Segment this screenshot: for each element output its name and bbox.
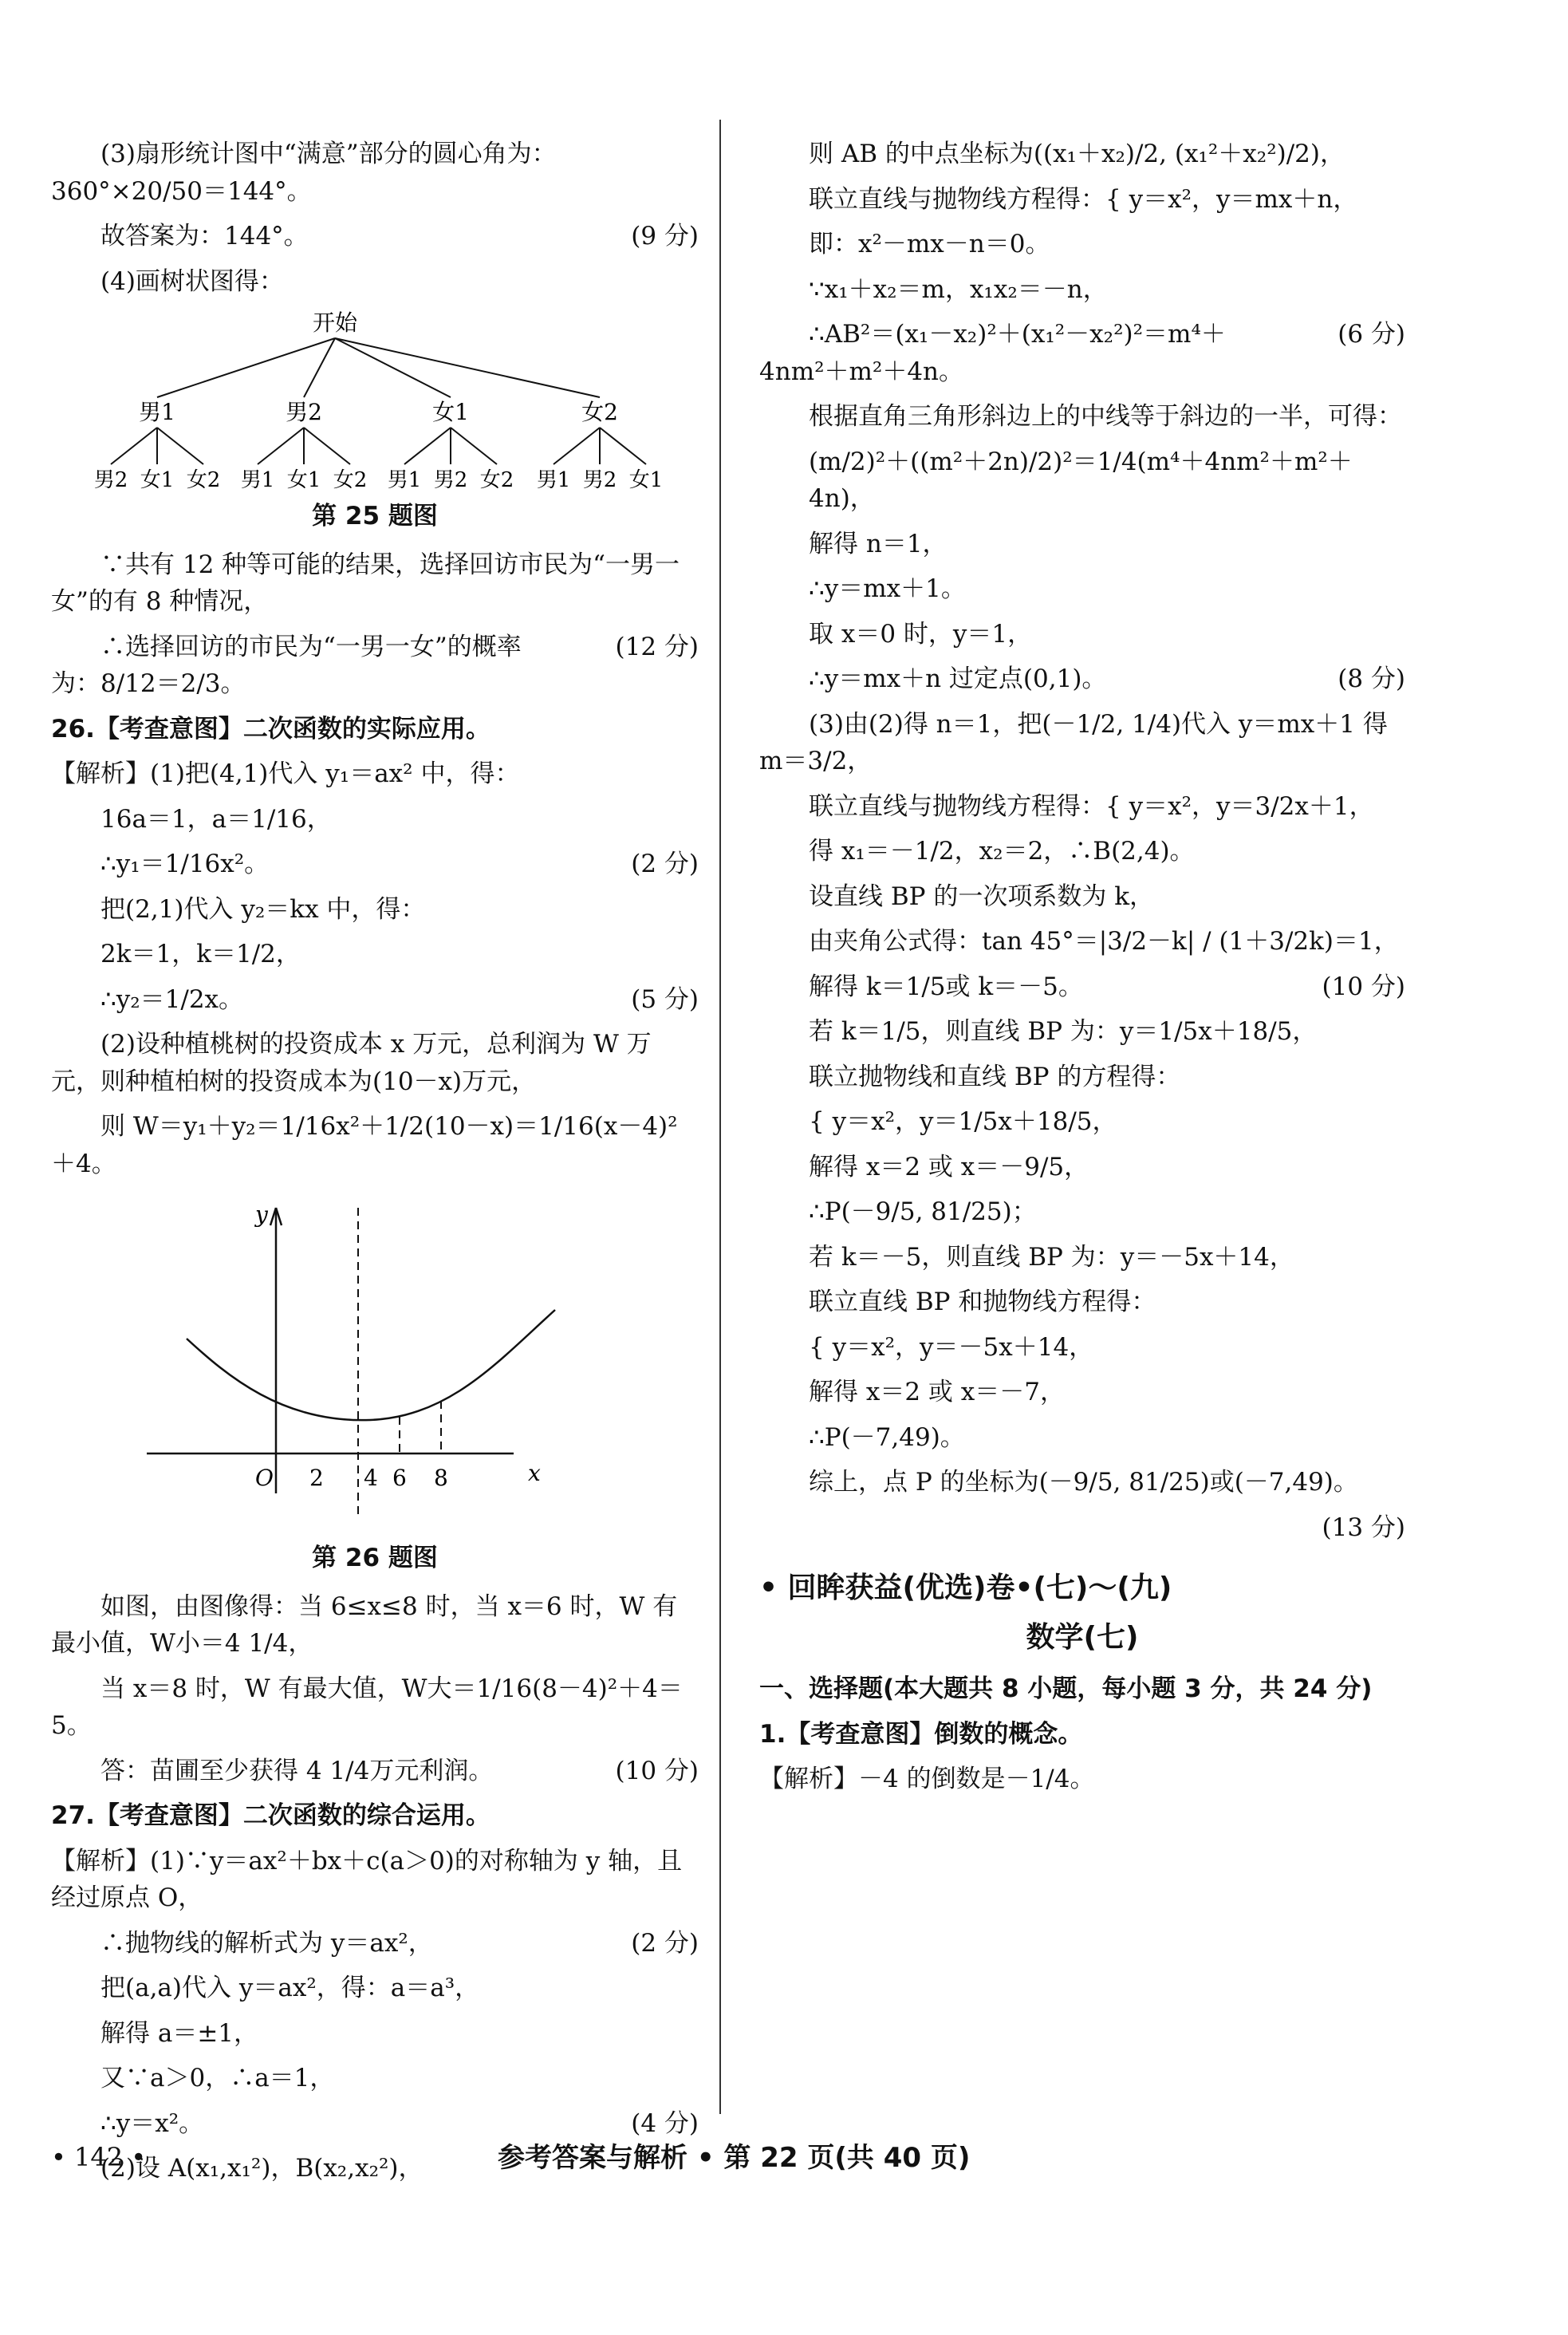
score-label: (4 分) [631, 2108, 699, 2138]
right-line: 即：x²－mx－n＝0。 [809, 230, 1050, 258]
right-line: ∴P(－9/5, 81/25)； [809, 1197, 1037, 1226]
x-label: x [528, 1460, 541, 1486]
right-line: 一、选择题(本大题共 8 小题，每小题 3 分，共 24 分) [759, 1674, 1373, 1703]
parabola-graph [51, 1190, 699, 1533]
tree-node-4: 女2 [581, 399, 618, 425]
q27-line: ∴y＝x²。 (4 分) [51, 2105, 699, 2143]
tick-label: 4 [364, 1465, 378, 1491]
right-line: 联立抛物线和直线 BP 的方程得： [809, 1062, 1181, 1091]
right-line: (3)由(2)得 n＝1，把(－1/2, 1/4)代入 y＝mx＋1 得 m＝3/2， [759, 709, 1388, 775]
tree-root: 开始 [312, 310, 358, 336]
subject-title: 数学(七) [1026, 1621, 1139, 1654]
q26-line: 当 x＝8 时，W 有最大值，W大＝1/16(8－4)²＋4＝5。 [51, 1674, 683, 1740]
right-line: 联立直线与抛物线方程得：{ y＝x²，y＝3/2x＋1， [809, 791, 1374, 821]
right-column [759, 136, 1405, 1806]
right-line: 1.【考查意图】倒数的概念。 [759, 1719, 1083, 1749]
tree-leaf: 女2 [333, 468, 368, 491]
score-label: (10 分) [615, 1756, 699, 1785]
parabola-curve [187, 1310, 555, 1420]
tree-leaf: 男1 [536, 468, 571, 491]
q27-line: (2)设 A(x₁,x₁²)，B(x₂,x₂²)， [100, 2154, 424, 2183]
tree-leaf: 男1 [387, 468, 422, 491]
tree-diagram [51, 308, 699, 491]
right-line: 解得 x＝2 或 x＝－7， [809, 1378, 1065, 1406]
right-line: 取 x＝0 时，y＝1， [809, 619, 1033, 649]
tree-leaf: 女1 [628, 468, 664, 491]
left-p5: ∴选择回访的市民为“一男一女”的概率为：8/12＝2/3。 (12 分) [51, 629, 699, 703]
q27-line: 把(a,a)代入 y＝ax²，得：a＝a³， [100, 1974, 480, 2002]
tree-edges-top [157, 338, 600, 397]
q26-heading: 26.【考查意图】二次函数的实际应用。 [51, 714, 490, 743]
right-line: 解得 n＝1， [809, 529, 947, 558]
q26-line: ∴y₂＝1/2x。 (5 分) [51, 981, 699, 1019]
right-line: 【解析】－4 的倒数是－1/4。 [759, 1765, 1095, 1793]
page-footer [51, 2138, 1487, 2178]
right-line: { y＝x²，y＝1/5x＋18/5， [809, 1107, 1117, 1136]
q26-line: 把(2,1)代入 y₂＝kx 中，得： [100, 894, 426, 924]
right-line: 联立直线与抛物线方程得：{ y＝x²，y＝mx＋n， [809, 184, 1358, 214]
right-line: 解得 k＝1/5或 k＝－5。 (10 分) [759, 968, 1405, 1006]
score-label: (2 分) [631, 1928, 699, 1958]
right-line: 得 x₁＝－1/2，x₂＝2，∴B(2,4)。 [809, 837, 1195, 866]
q26-line: 2k＝1，k＝1/2， [100, 940, 301, 968]
q26-line: 答：苗圃至少获得 4 1/4万元利润。 (10 分) [51, 1753, 699, 1790]
q27-line: ∴抛物线的解析式为 y＝ax²， (2 分) [51, 1925, 699, 1962]
left-p4: ∵共有 12 种等可能的结果，选择回访市民为“一男一女”的有 8 种情况， [51, 550, 680, 616]
q26-line: 【解析】(1)把(4,1)代入 y₁＝ax² 中，得： [51, 759, 520, 788]
q27-line: 解得 a＝±1， [100, 2018, 259, 2048]
q26-line: (2)设种植桃树的投资成本 x 万元，总利润为 W 万元，则种植柏树的投资成本为(10－x)万元， [51, 1030, 652, 1096]
q27-heading: 27.【考查意图】二次函数的综合运用。 [51, 1801, 490, 1830]
right-line: { y＝x²，y＝－5x＋14， [809, 1332, 1094, 1362]
score-label: (9 分) [631, 222, 699, 250]
tree-caption: 第 25 题图 [312, 502, 438, 531]
score-label: (2 分) [631, 850, 699, 878]
right-line: ∴y＝mx＋n 过定点(0,1)。 (8 分) [759, 661, 1405, 698]
origin-label: O [255, 1465, 274, 1491]
tree-node-1: 男1 [139, 399, 175, 425]
tree-leaf: 男2 [433, 468, 468, 491]
score-label: (6 分) [1338, 320, 1405, 349]
right-line: 由夹角公式得：tan 45°＝|3/2－k| / (1＋3/2k)＝1， [809, 927, 1399, 956]
score-label: (13 分) [1322, 1513, 1405, 1542]
right-line: ∴AB²＝(x₁－x₂)²＋(x₁²－x₂²)²＝m⁴＋4nm²＋m²＋4n。 (6 分) [759, 316, 1405, 390]
right-line: (m/2)²＋((m²＋2n)/2)²＝1/4(m⁴＋4nm²＋m²＋4n)， [809, 447, 1353, 513]
score-label: (8 分) [1338, 665, 1405, 693]
left-p1: (3)扇形统计图中“满意”部分的圆心角为：360°×20/50＝144°。 [51, 140, 557, 206]
score-label: (10 分) [1322, 972, 1405, 1001]
tree-leaf: 男2 [582, 468, 617, 491]
right-line: ∵x₁＋x₂＝m，x₁x₂＝－n， [809, 274, 1108, 304]
graph-caption: 第 26 题图 [312, 1544, 438, 1572]
tick-label: 2 [309, 1465, 324, 1491]
right-line: 若 k＝－5，则直线 BP 为：y＝－5x＋14， [809, 1242, 1294, 1272]
right-line: 设直线 BP 的一次项系数为 k， [809, 882, 1154, 911]
q27-line: 又∵a＞0，∴a＝1， [100, 2064, 335, 2092]
tree-leaf: 女2 [479, 468, 514, 491]
right-line: 则 AB 的中点坐标为((x₁＋x₂)/2, (x₁²＋x₂²)/2)， [809, 140, 1345, 168]
left-column [51, 136, 699, 2195]
tree-edges-bottom [111, 428, 646, 464]
q26-line: 16a＝1，a＝1/16， [100, 804, 332, 834]
tree-leaf: 男2 [93, 468, 128, 491]
tree-leaf: 女1 [140, 468, 175, 491]
left-p3: (4)画树状图得： [100, 266, 284, 296]
footer-title: 参考答案与解析 • 第 22 页(共 40 页) [498, 2142, 971, 2174]
right-line [759, 1509, 1405, 1547]
right-line: 若 k＝1/5，则直线 BP 为：y＝1/5x＋18/5， [809, 1017, 1318, 1046]
right-line: 解得 x＝2 或 x＝－9/5， [809, 1152, 1089, 1181]
q27-line: 【解析】(1)∵y＝ax²＋bx＋c(a＞0)的对称轴为 y 轴，且经过原点 O， [51, 1846, 683, 1912]
column-divider [719, 120, 721, 2114]
left-p2: 故答案为：144°。 (9 分) [51, 218, 699, 255]
right-line: ∴P(－7,49)。 [809, 1422, 965, 1452]
y-label: y [255, 1201, 268, 1228]
tree-node-2: 男2 [286, 399, 322, 425]
right-line: ∴y＝mx＋1。 [809, 574, 966, 603]
right-line: 根据直角三角形斜边上的中线等于斜边的一半，可得： [809, 402, 1402, 431]
right-line: 联立直线 BP 和抛物线方程得： [809, 1288, 1156, 1316]
tree-leaf: 女2 [186, 468, 221, 491]
score-label: (12 分) [615, 632, 699, 661]
tick-label: 8 [434, 1465, 448, 1491]
tree-node-3: 女1 [432, 399, 469, 425]
tick-label: 6 [392, 1465, 407, 1491]
tree-leaf: 男1 [240, 468, 275, 491]
q26-line: ∴y₁＝1/16x²。 (2 分) [51, 846, 699, 883]
tree-leaf: 女1 [286, 468, 321, 491]
right-line: 综上，点 P 的坐标为(－9/5, 81/25)或(－7,49)。 [809, 1468, 1358, 1497]
score-label: (5 分) [631, 984, 699, 1014]
q26-line: 则 W＝y₁＋y₂＝1/16x²＋1/2(10－x)＝1/16(x－4)²＋4。 [51, 1112, 678, 1178]
q26-line: 如图，由图像得：当 6≤x≤8 时，当 x＝6 时，W 有最小值，W小＝4 1/4， [51, 1592, 678, 1658]
page-number: • 142 • [51, 2142, 147, 2172]
section-title: • 回眸获益(优选)卷•(七)～(九) [759, 1572, 1172, 1604]
